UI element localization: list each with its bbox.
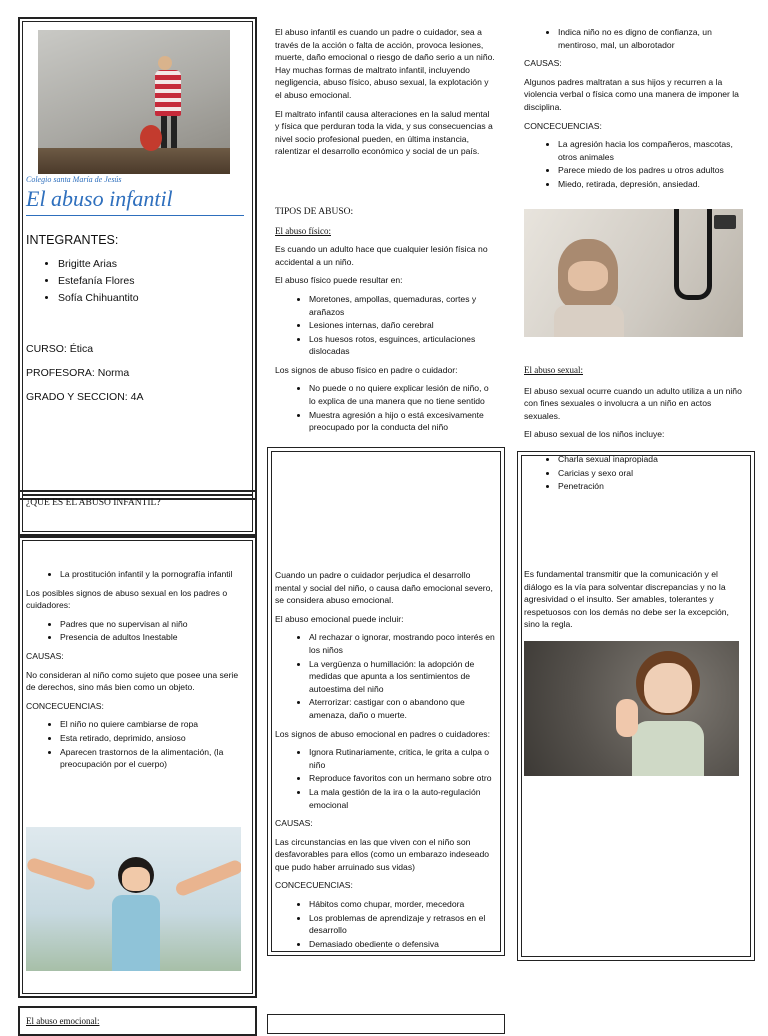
que-es-heading: ¿QUE ES EL ABUSO INFANTIL? — [26, 498, 161, 508]
paragraph: El abuso infantil es cuando un padre o cuidador, sea a través de la acción o falta de acción, provoca lesiones, muerte, daño emocional o riesgo de daño serio a un niño. Hay muchas formas de maltrato infantil, incluyendo negligencia, abuso físico, abuso sexual, la explotación y el abuso emocional. — [275, 27, 495, 100]
list-item: • Aparecen trastornos de la alimentación, (la preocupación por el cuerpo) — [60, 746, 248, 771]
consecuencias-label: CONCECUENCIAS: — [275, 880, 353, 891]
col3-final-text — [524, 568, 744, 637]
fisico-heading: El abuso físico: — [275, 225, 331, 236]
causas-label: CAUSAS: — [275, 818, 313, 829]
grado-seccion: GRADO Y SECCION: 4A — [26, 391, 144, 403]
list-item: • La prostitución infantil y la pornografía infantil — [60, 568, 248, 581]
paragraph: Los posibles signos de abuso sexual en los padres o cuidadores: — [26, 587, 228, 611]
col1b-text — [26, 568, 248, 777]
consecuencias-label: CONCECUENCIAS: — [26, 700, 104, 711]
integrantes-label: INTEGRANTES: — [26, 233, 119, 247]
integrante-item: • Estefanía Flores — [58, 273, 139, 290]
integrante-item: • Brigitte Arias — [58, 256, 139, 273]
list-item: • No puede o no quiere explicar lesión de niño, o lo explica de una manera que no tiene sentido — [309, 382, 495, 407]
consecuencias-label: CONCECUENCIAS: — [524, 120, 602, 131]
list-item: • Caricias y sexo oral — [558, 467, 768, 480]
list-item: • Indica niño no es digno de confianza, un mentiroso, mal, un alborotador — [558, 26, 744, 51]
col2-text — [275, 26, 495, 440]
list-item: • La mala gestión de la ira o la auto-regulación emocional — [309, 786, 497, 811]
list-item: • Aterrorizar: castigar con o abandono que amenaza, daño o muerte. — [309, 696, 497, 721]
list-item: • Los problemas de aprendizaje y retrasos en el desarrollo — [309, 912, 497, 937]
list-item: • Al rechazar o ignorar, mostrando poco interés en los niños — [309, 631, 497, 656]
tipos-heading: TIPOS DE ABUSO: — [275, 206, 354, 217]
list-item: • Lesiones internas, daño cerebral — [309, 319, 495, 332]
photo-girl-stop-hand — [524, 641, 739, 776]
paragraph: El maltrato infantil causa alteraciones en la salud mental y física que perduran toda la vida, y sus consecuencias a nivel socio profesional pueden, en última instancia, ralentizar el desarrollo económico y social de un país. — [275, 108, 493, 157]
list-item: • Miedo, retirada, depresión, ansiedad. — [558, 178, 744, 191]
photo-girl-pointed — [26, 827, 241, 971]
list-item: • Charla sexual inapropiada — [558, 453, 768, 466]
col3-text — [524, 26, 744, 197]
list-item: • Penetración — [558, 480, 768, 493]
profesora: PROFESORA: Norma — [26, 367, 130, 379]
photo-child-belt — [524, 209, 743, 337]
causas-label: CAUSAS: — [26, 650, 64, 661]
list-item: • Demasiado obediente o defensiva — [309, 938, 497, 951]
paragraph: Algunos padres maltratan a sus hijos y recurren a la violencia verbal o física como una manera de imponer la disciplina. — [524, 76, 739, 112]
list-item: • Los huesos rotos, esguinces, articulaciones dislocadas — [309, 333, 495, 358]
paragraph: No consideran al niño como sujeto que posee una serie de derechos, sino más bien como un objeto. — [26, 669, 239, 693]
list-item: • Muestra agresión a hijo o está excesivamente preocupado por la conducta del niño — [309, 409, 495, 434]
paragraph: Es fundamental transmitir que la comunicación y el diálogo es la vía para solventar discrepancias y no la agresividad o el insulto. Ser amables, tolerantes y respetuosos con los demás no debe ser la excepción, sino la regla. — [524, 569, 729, 630]
list-item: • El niño no quiere cambiarse de ropa — [60, 718, 248, 731]
list-item: • Esta retirado, deprimido, ansioso — [60, 732, 248, 745]
list-item: • Ignora Rutinariamente, critica, le grita a culpa o niño — [309, 746, 497, 771]
paragraph: Las circunstancias en las que viven con el niño son desfavorables para ellos (como un embarazo indeseado que pudo haber arruinado sus vidas) — [275, 836, 490, 872]
paragraph: Los signos de abuso físico en padre o cuidador: — [275, 364, 458, 375]
col3-sexual-list — [524, 453, 768, 494]
list-item: • Reproduce favoritos con un hermano sobre otro — [309, 772, 497, 785]
curso: CURSO: Ética — [26, 343, 94, 355]
paragraph: Cuando un padre o cuidador perjudica el desarrollo mental y social del niño, o causa daño emocional severo, se considera abuso emocional. — [275, 570, 493, 606]
school-name: Colegio santa María de Jesús — [26, 175, 122, 184]
col3-sexual-text — [524, 364, 744, 447]
col2b-text — [275, 569, 497, 956]
list-item: • Moretones, ampollas, quemaduras, cortes y arañazos — [309, 293, 495, 318]
photo-girl-wall — [38, 30, 230, 174]
integrante-item: • Sofía Chihuantito — [58, 290, 139, 307]
list-item: • Padres que no supervisan al niño — [60, 618, 248, 631]
title-rule — [26, 215, 244, 216]
paragraph: Los signos de abuso emocional en padres o cuidadores: — [275, 728, 490, 739]
integrantes-list — [26, 256, 139, 307]
sexual-heading: El abuso sexual: — [524, 365, 583, 375]
list-item: • La vergüenza o humillación: la adopción de medidas que apunta a los sentimientos de autoestima del niño — [309, 658, 497, 696]
list-item: • La agresión hacia los compañeros, mascotas, otros animales — [558, 138, 744, 163]
abuso-emocional-heading: El abuso emocional: — [26, 1016, 100, 1026]
list-item: • Parece miedo de los padres u otros adultos — [558, 164, 744, 177]
paragraph: El abuso emocional puede incluir: — [275, 613, 404, 624]
paragraph: El abuso sexual ocurre cuando un adulto utiliza a un niño con fines sexuales o involucra a un niño en actos sexuales. — [524, 385, 742, 421]
panel-middle-next — [267, 1014, 505, 1034]
list-item: • Hábitos como chupar, morder, mecedora — [309, 898, 497, 911]
paragraph: El abuso físico puede resultar en: — [275, 275, 403, 286]
paragraph: Es cuando un adulto hace que cualquier lesión física no accidental a un niño. — [275, 244, 488, 267]
causas-label: CAUSAS: — [524, 58, 562, 69]
list-item: • Presencia de adultos Inestable — [60, 631, 248, 644]
page-title: El abuso infantil — [26, 186, 173, 211]
paragraph: El abuso sexual de los niños incluye: — [524, 429, 665, 440]
